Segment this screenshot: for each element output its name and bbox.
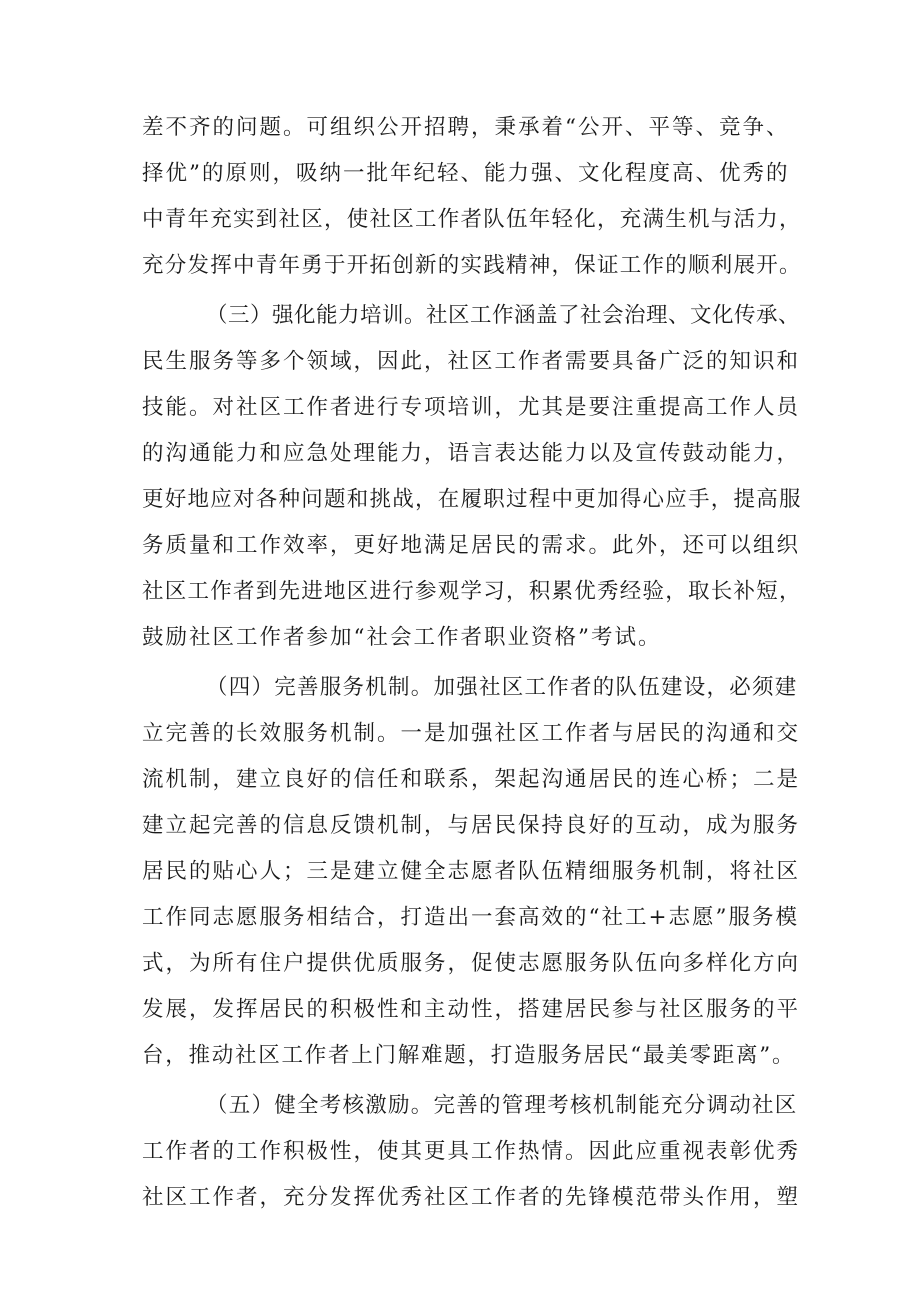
text-line: 择优”的原则，吸纳一批年纪轻、能力强、文化程度高、优秀的 xyxy=(142,161,790,186)
text-line: 更好地应对各种问题和挑战，在履职过程中更加得心应手，提高服 xyxy=(142,487,802,512)
text-line: 中青年充实到社区，使社区工作者队伍年轻化，充满生机与活力， xyxy=(142,207,802,232)
text-line: 台，推动社区工作者上门解难题，打造服务居民“最美零距离”。 xyxy=(142,1043,796,1068)
text-line: 充分发挥中青年勇于开拓创新的实践精神，保证工作的顺利展开。 xyxy=(142,253,802,278)
section-heading-line: （五）健全考核激励。完善的管理考核机制能充分调动社区 xyxy=(206,1093,798,1118)
text-line: 技能。对社区工作者进行专项培训，尤其是要注重提高工作人员 xyxy=(142,395,801,420)
text-line: 的沟通能力和应急处理能力，语言表达能力以及宣传鼓动能力， xyxy=(142,441,801,466)
text-line: 居民的贴心人；三是建立健全志愿者队伍精细服务机制，将社区 xyxy=(142,859,801,884)
text-line: 社区工作者，充分发挥优秀社区工作者的先锋模范带头作用，塑 xyxy=(142,1185,801,1210)
text-line: 式，为所有住户提供优质服务，促使志愿服务队伍向多样化方向 xyxy=(142,951,801,976)
text-line: 工作者的工作积极性，使其更具工作热情。因此应重视表彰优秀 xyxy=(142,1139,801,1164)
text-line: 立完善的长效服务机制。一是加强社区工作者与居民的沟通和交 xyxy=(142,721,801,746)
text-line: 工作同志愿服务相结合，打造出一套高效的“社工+志愿”服务模 xyxy=(142,905,800,930)
text-line: 流机制，建立良好的信任和联系，架起沟通居民的连心桥；二是 xyxy=(142,767,801,792)
text-line: 发展，发挥居民的积极性和主动性，搭建居民参与社区服务的平 xyxy=(142,997,801,1022)
text-line: 鼓励社区工作者参加“社会工作者职业资格”考试。 xyxy=(142,625,662,650)
section-heading-line: （三）强化能力培训。社区工作涵盖了社会治理、文化传承、 xyxy=(206,303,801,328)
text-line: 务质量和工作效率，更好地满足居民的需求。此外，还可以组织 xyxy=(142,533,801,558)
text-line: 差不齐的问题。可组织公开招聘，秉承着“公开、平等、竞争、 xyxy=(142,115,790,140)
text-line: 民生服务等多个领域，因此，社区工作者需要具备广泛的知识和 xyxy=(142,349,801,374)
text-line: 社区工作者到先进地区进行参观学习，积累优秀经验，取长补短， xyxy=(142,579,802,604)
text-line: 建立起完善的信息反馈机制，与居民保持良好的互动，成为服务 xyxy=(142,813,801,838)
section-heading-line: （四）完善服务机制。加强社区工作者的队伍建设，必须建 xyxy=(206,675,798,700)
